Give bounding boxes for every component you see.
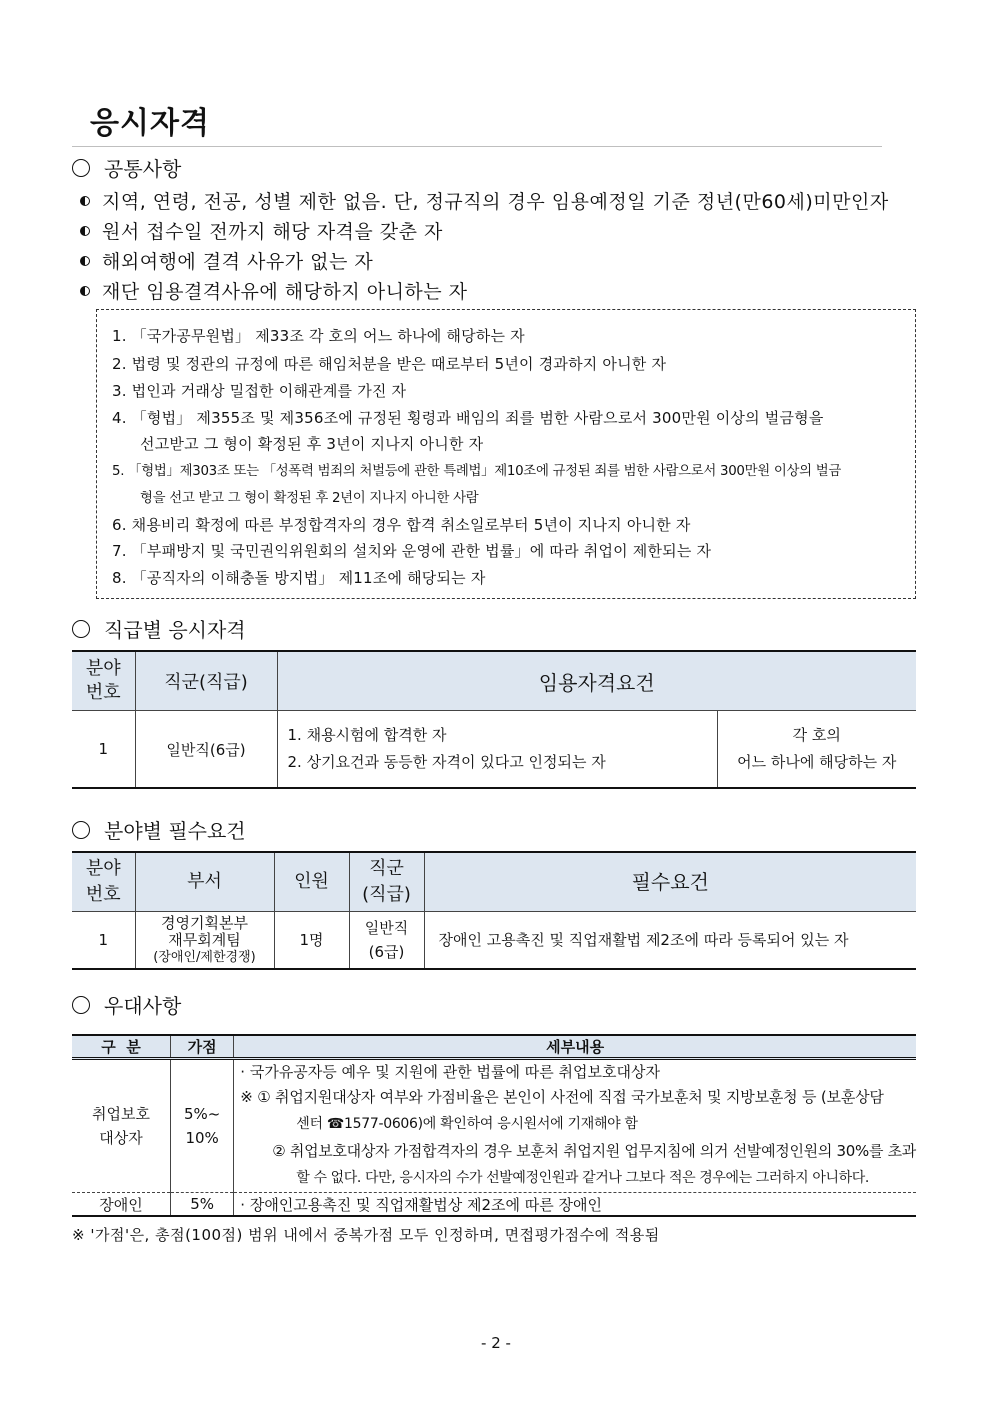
category-line: 대상자 xyxy=(99,1129,143,1147)
table-row xyxy=(72,912,916,970)
cell-note xyxy=(717,711,916,789)
page-number: - 2 - xyxy=(481,1334,511,1352)
cell-points: 5% xyxy=(170,1193,233,1217)
cell-details xyxy=(234,1059,916,1193)
disqualification-item: 8. 「공직자의 이해충돌 방지법」 제11조에 해당되는 자 xyxy=(112,569,486,587)
common-bullet-text: 원서 접수일 전까지 해당 자격을 갖춘 자 xyxy=(102,221,443,243)
note-line-1: 각 호의 xyxy=(792,726,841,744)
requirement-2: 2. 상기요건과 동등한 자격이 있다고 인정되는 자 xyxy=(287,753,606,771)
common-bullet xyxy=(80,187,889,214)
cell-job-grade: 일반직(6급) xyxy=(135,711,277,789)
cell-required: 장애인 고용촉진 및 직업재활법 제2조에 따라 등록되어 있는 자 xyxy=(424,912,916,970)
common-bullet xyxy=(80,277,468,304)
detail-line: ※ ① 취업지원대상자 여부와 가점비율은 본인이 사전에 직접 국가보훈처 및 지방보훈청 등 (보훈상담 xyxy=(240,1088,884,1106)
header-requirement: 임용자격요건 xyxy=(277,651,916,711)
cell-category: 장애인 xyxy=(72,1193,170,1217)
title-divider xyxy=(72,146,882,147)
common-bullet-text: 해외여행에 결격 사유가 없는 자 xyxy=(102,251,374,273)
section-pref-title: 우대사항 xyxy=(104,994,182,1018)
detail-line: 할 수 없다. 다만, 응시자의 수가 선발예정인원과 같거나 그보다 적은 경우에는 그러하지 아니하다. xyxy=(296,1170,869,1186)
disqualification-item-continued: 형을 선고 받고 그 형이 확정된 후 2년이 지나지 아니한 사람 xyxy=(140,491,479,506)
cell-points xyxy=(170,1059,233,1193)
common-bullet-text: 지역, 연령, 전공, 성별 제한 없음. 단, 정규직의 경우 임용예정일 기준 정년(만60세)미만인자 xyxy=(102,191,889,213)
common-bullet xyxy=(80,247,373,274)
cell-field-no: 1 xyxy=(72,711,135,789)
header-required: 필수요건 xyxy=(424,852,916,912)
department-line: 경영기획본부 xyxy=(161,913,248,932)
circle-bullet-icon xyxy=(72,821,90,839)
table-row xyxy=(72,1059,916,1193)
common-bullet xyxy=(80,217,443,244)
footnote: ※ '가점'은, 총점(100점) 범위 내에서 중복가점 모두 인정하며, 면접평가점수에 적용됨 xyxy=(72,1226,660,1244)
points-line: 5%~ xyxy=(183,1105,221,1123)
header-department: 부서 xyxy=(135,852,274,912)
header-points: 가점 xyxy=(170,1035,233,1059)
table-header-row xyxy=(72,651,916,711)
header-field-no: 분야 번호 xyxy=(72,651,135,711)
department-line: (장애인/제한경쟁) xyxy=(153,949,256,965)
header-field-no: 분야 번호 xyxy=(72,852,135,912)
cell-department xyxy=(135,912,274,970)
category-line: 취업보호 xyxy=(92,1105,150,1123)
section-common-heading xyxy=(72,153,181,182)
cell-requirements xyxy=(277,711,717,789)
field-requirements-table xyxy=(72,851,916,970)
disqualification-item: 3. 법인과 거래상 밀접한 이해관계를 가진 자 xyxy=(112,382,407,400)
header-job-grade: 직군 (직급) xyxy=(349,852,424,912)
half-circle-bullet-icon xyxy=(80,286,90,296)
section-common-title: 공통사항 xyxy=(104,157,182,181)
header-job-grade: 직군(직급) xyxy=(135,651,277,711)
circle-bullet-icon xyxy=(72,996,90,1014)
page-title: 응시자격 xyxy=(90,106,210,141)
job-line: 일반직 xyxy=(364,919,409,937)
section-field-title: 분야별 필수요건 xyxy=(104,819,246,843)
cell-details: · 장애인고용촉진 및 직업재활법상 제2조에 따른 장애인 xyxy=(234,1193,916,1217)
disqualification-item: 7. 「부패방지 및 국민권익위원회의 설치와 운영에 관한 법률」에 따라 취업이 제한되는 자 xyxy=(112,542,712,560)
half-circle-bullet-icon xyxy=(80,196,90,206)
cell-category xyxy=(72,1059,170,1193)
note-line-2: 어느 하나에 해당하는 자 xyxy=(737,753,897,771)
disqualification-item: 1. 「국가공무원법」 제33조 각 호의 어느 하나에 해당하는 자 xyxy=(112,327,525,345)
job-line: (6급) xyxy=(368,943,405,961)
disqualification-item: 5. 「형법」제303조 또는 「성폭력 범죄의 처벌등에 관한 특례법」제10조에 규정된 죄를 범한 사람으로서 300만원 이상의 벌금 xyxy=(112,464,842,479)
table-header-row xyxy=(72,852,916,912)
preference-table xyxy=(72,1034,916,1217)
table-row xyxy=(72,711,916,789)
circle-bullet-icon xyxy=(72,159,90,177)
section-field-heading xyxy=(72,815,246,844)
half-circle-bullet-icon xyxy=(80,226,90,236)
cell-field-no: 1 xyxy=(72,912,135,970)
disqualification-item: 2. 법령 및 정관의 규정에 따른 해임처분을 받은 때로부터 5년이 경과하지 아니한 자 xyxy=(112,355,667,373)
header-category: 구 분 xyxy=(72,1035,170,1059)
disqualification-item: 6. 채용비리 확정에 따른 부정합격자의 경우 합격 취소일로부터 5년이 지나지 아니한 자 xyxy=(112,516,691,534)
detail-line: 센터 ☎1577-0606)에 확인하여 응시원서에 기재해야 함 xyxy=(296,1116,638,1132)
disqualification-item: 4. 「형법」 제355조 및 제356조에 규정된 횡령과 배임의 죄를 범한 사람으로서 300만원 이상의 벌금형을 xyxy=(112,409,824,427)
table-row xyxy=(72,1193,916,1217)
requirement-1: 1. 채용시험에 합격한 자 xyxy=(287,726,447,744)
section-grade-heading xyxy=(72,614,246,643)
header-headcount: 인원 xyxy=(274,852,349,912)
circle-bullet-icon xyxy=(72,620,90,638)
cell-job-grade xyxy=(349,912,424,970)
header-details: 세부내용 xyxy=(234,1035,916,1059)
disqualification-item-continued: 선고받고 그 형이 확정된 후 3년이 지나지 아니한 자 xyxy=(140,435,484,453)
section-grade-title: 직급별 응시자격 xyxy=(104,618,246,642)
grade-requirements-table xyxy=(72,650,916,789)
common-bullet-text: 재단 임용결격사유에 해당하지 아니하는 자 xyxy=(102,281,468,303)
points-line: 10% xyxy=(185,1129,219,1147)
half-circle-bullet-icon xyxy=(80,256,90,266)
section-pref-heading xyxy=(72,990,181,1019)
cell-headcount: 1명 xyxy=(274,912,349,970)
detail-line: ② 취업보호대상자 가점합격자의 경우 보훈처 취업지원 업무지침에 의거 선발예정인원의 30%를 초과 xyxy=(272,1142,916,1160)
detail-line: · 국가유공자등 예우 및 지원에 관한 법률에 따른 취업보호대상자 xyxy=(240,1063,660,1081)
table-header-row xyxy=(72,1035,916,1059)
department-line: 재무회계팀 xyxy=(168,930,241,949)
